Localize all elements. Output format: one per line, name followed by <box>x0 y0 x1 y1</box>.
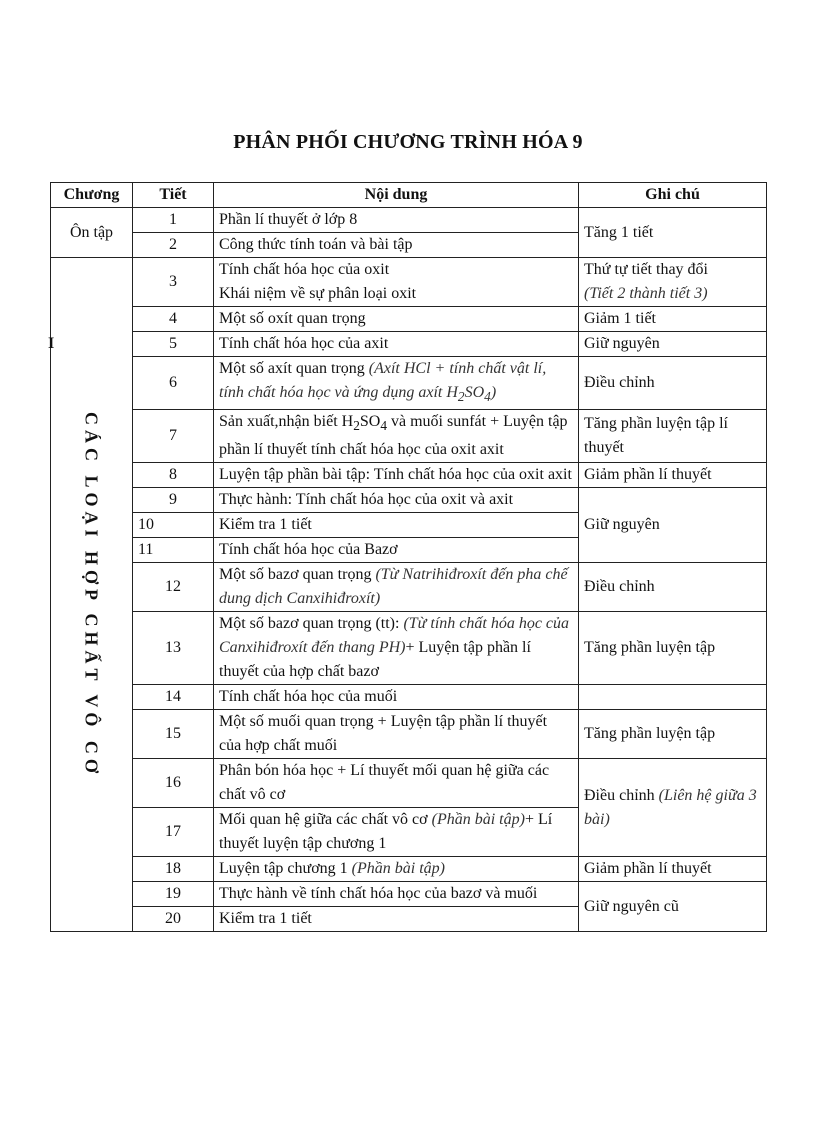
content-cell: Phần lí thuyết ở lớp 8 <box>214 208 579 233</box>
note-cell: Giảm phần lí thuyết <box>579 857 767 882</box>
content-line: Khái niệm về sự phân loại oxit <box>219 285 417 302</box>
table-row <box>51 307 767 332</box>
chapter-name: CÁC LOẠI HỢP CHẤT VÔ CƠ <box>81 411 102 778</box>
chapter-on-tap: Ôn tập <box>51 208 133 258</box>
content-italic: (Phần bài tập) <box>351 860 445 878</box>
table-row <box>51 857 767 882</box>
note-cell: Giữ nguyên <box>579 332 767 357</box>
header-chuong: Chương <box>51 183 133 208</box>
program-table <box>50 182 767 932</box>
tiet-cell: 13 <box>133 612 214 685</box>
note-cell <box>579 759 767 857</box>
table-row <box>51 258 767 307</box>
content-text: SO <box>359 413 381 431</box>
content-text: và muối sunfát + Luyện tập phần lí thuyết tính chất hóa học của oxit axit <box>219 413 568 459</box>
content-text: Mối quan hệ giữa các chất vô cơ <box>219 811 432 829</box>
table-row <box>51 332 767 357</box>
table-row <box>51 710 767 759</box>
content-cell <box>214 258 579 307</box>
tiet-cell: 4 <box>133 307 214 332</box>
note-cell: Tăng phần luyện tập <box>579 710 767 759</box>
header-noidung: Nội dung <box>214 183 579 208</box>
content-cell: Kiểm tra 1 tiết <box>214 513 579 538</box>
content-cell: Luyện tập phần bài tập: Tính chất hóa học của oxit axit <box>214 463 579 488</box>
note-cell: Giữ nguyên cũ <box>579 882 767 932</box>
content-cell: Một số oxít quan trọng <box>214 307 579 332</box>
note-line-italic: (Tiết 2 thành tiết 3) <box>584 285 708 302</box>
tiet-cell: 18 <box>133 857 214 882</box>
tiet-cell: 8 <box>133 463 214 488</box>
content-cell <box>214 357 579 410</box>
content-italic: SO <box>464 384 485 401</box>
content-cell: Tính chất hóa học của Bazơ <box>214 538 579 563</box>
tiet-cell: 9 <box>133 488 214 513</box>
content-cell: Công thức tính toán và bài tập <box>214 233 579 258</box>
tiet-cell: 5 <box>133 332 214 357</box>
content-italic: (Phần bài tập) <box>431 811 525 829</box>
content-cell: Tính chất hóa học của axit <box>214 332 579 357</box>
content-italic: ) <box>490 384 497 401</box>
content-line: Tính chất hóa học của oxit <box>219 261 390 278</box>
header-ghichu: Ghi chú <box>579 183 767 208</box>
tiet-cell: 17 <box>133 808 214 857</box>
note-cell <box>579 258 767 307</box>
tiet-cell: 3 <box>133 258 214 307</box>
tiet-cell: 14 <box>133 685 214 710</box>
content-cell <box>214 857 579 882</box>
content-cell <box>214 808 579 857</box>
content-italic: (Từ tính chất hóa học của Canxihiđroxít đến thang PH) <box>219 615 570 657</box>
note-text: Điều chỉnh <box>584 786 659 804</box>
tiet-cell: 20 <box>133 907 214 932</box>
note-cell: Điều chỉnh <box>579 357 767 410</box>
tiet-cell: 12 <box>133 563 214 612</box>
table-row <box>51 612 767 685</box>
table-row <box>51 208 767 233</box>
content-text: Sản xuất,nhận biết H <box>219 413 354 431</box>
content-cell <box>214 563 579 612</box>
note-cell: Tăng 1 tiết <box>579 208 767 258</box>
table-row <box>51 488 767 513</box>
note-italic: (Liên hệ giữa 3 bài) <box>584 786 757 828</box>
chapter-I-cell <box>48 258 133 932</box>
chapter-numeral: I <box>48 335 55 352</box>
note-cell: Điều chỉnh <box>579 563 767 612</box>
note-cell: Tăng phần luyện tập lí thuyết <box>579 410 767 463</box>
table-row <box>51 685 767 710</box>
content-cell: Tính chất hóa học của muối <box>214 685 579 710</box>
content-cell: Thực hành: Tính chất hóa học của oxit và axit <box>214 488 579 513</box>
tiet-cell: 7 <box>133 410 214 463</box>
tiet-cell: 2 <box>133 233 214 258</box>
note-cell: Giảm 1 tiết <box>579 307 767 332</box>
subscript: 4 <box>484 389 491 405</box>
subscript: 2 <box>353 418 360 434</box>
content-cell: Thực hành về tính chất hóa học của bazơ và muối <box>214 882 579 907</box>
table-row <box>51 759 767 808</box>
table-row <box>51 357 767 410</box>
header-tiet: Tiết <box>133 183 214 208</box>
table-row <box>51 410 767 463</box>
tiet-cell: 15 <box>133 710 214 759</box>
content-cell <box>214 612 579 685</box>
tiet-cell: 11 <box>133 538 214 563</box>
page-title: PHÂN PHỐI CHƯƠNG TRÌNH HÓA 9 <box>233 131 583 153</box>
content-cell <box>214 410 579 463</box>
tiet-cell: 16 <box>133 759 214 808</box>
tiet-cell: 1 <box>133 208 214 233</box>
content-cell: Phân bón hóa học + Lí thuyết mối quan hệ giữa các chất vô cơ <box>214 759 579 808</box>
tiet-cell: 19 <box>133 882 214 907</box>
content-text: Một số bazơ quan trọng (tt): <box>219 615 404 633</box>
table-row <box>51 563 767 612</box>
note-cell: Giữ nguyên <box>579 488 767 563</box>
note-cell: Giảm phần lí thuyết <box>579 463 767 488</box>
content-italic: (Axít HCl + tính chất vật lí, tính chất hóa học và ứng dụng axít H <box>219 360 547 401</box>
table-row <box>51 882 767 907</box>
content-italic: (Từ Natrihiđroxít đến pha chế dung dịch Canxihiđroxít) <box>219 566 568 608</box>
tiet-cell: 6 <box>133 357 214 410</box>
note-cell <box>579 685 767 710</box>
content-text: + Luyện tập phần lí thuyết của hợp chất bazơ <box>219 639 531 681</box>
content-text: + Lí thuyết luyện tập chương 1 <box>219 811 553 853</box>
subscript: 4 <box>380 418 387 434</box>
table-row <box>51 463 767 488</box>
table-header-row <box>51 183 767 208</box>
note-cell: Tăng phần luyện tập <box>579 612 767 685</box>
subscript: 2 <box>457 389 465 405</box>
content-text: Một số bazơ quan trọng <box>219 566 376 584</box>
content-text: Một số axít quan trọng <box>219 360 369 377</box>
note-line: Thứ tự tiết thay đổi <box>584 261 708 278</box>
content-cell: Một số muối quan trọng + Luyện tập phần lí thuyết của hợp chất muối <box>214 710 579 759</box>
content-text: Luyện tập chương 1 <box>219 860 352 878</box>
tiet-cell: 10 <box>133 513 214 538</box>
content-cell: Kiểm tra 1 tiết <box>214 907 579 932</box>
